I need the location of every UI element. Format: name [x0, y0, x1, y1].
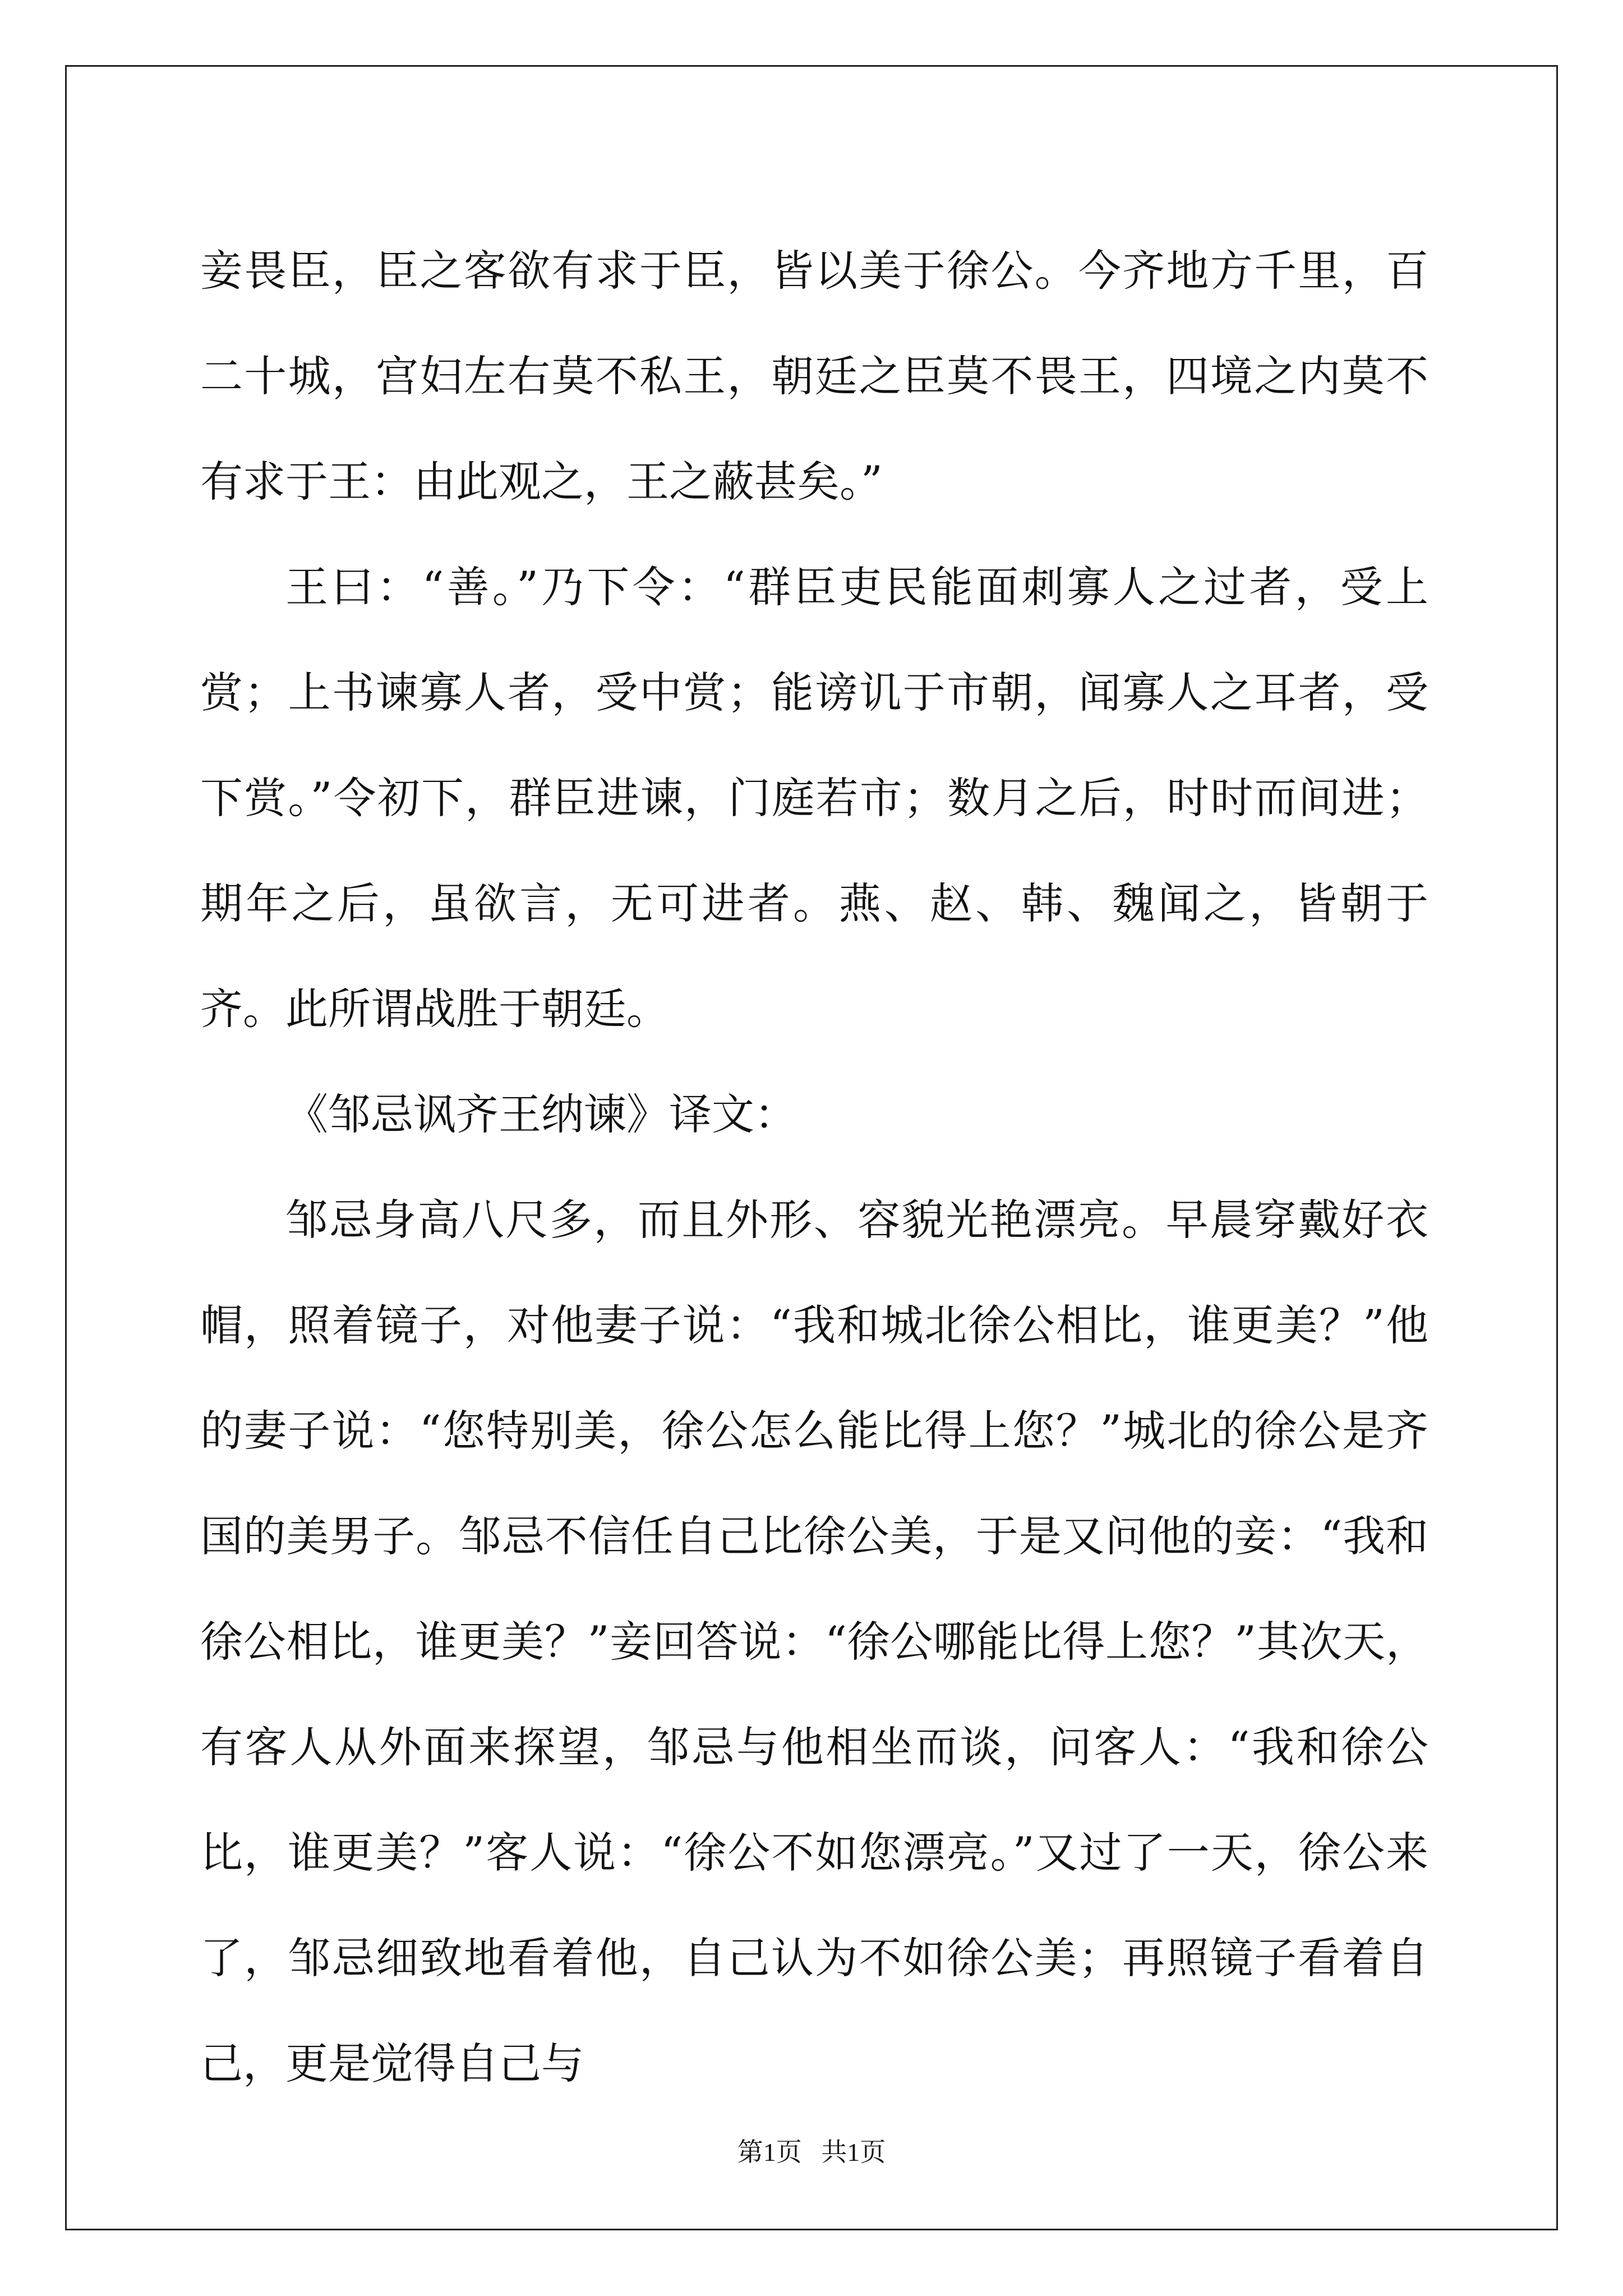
page-number-footer — [0, 2132, 1623, 2169]
paragraph-4: 邹忌身高八尺多，而且外形、容貌光艳漂亮。早晨穿戴好衣帽，照着镜子，对他妻子说：“我和城北徐公相比，谁更美？”他的妻子说：“您特别美，徐公怎么能比得上您？”城北的徐公是齐国的美男子。邹忌不信任自己比徐公美，于是又问他的妾：“我和徐公相比，谁更美？”妾回答说：“徐公哪能比得上您？”其次天，有客人从外面来探望，邹忌与他相坐而谈，问客人：“我和徐公比，谁更美？”客人说：“徐公不如您漂亮。”又过了一天，徐公来了，邹忌细致地看着他，自己认为不如徐公美；再照镜子看着自己，更是觉得自己与 — [200, 1195, 1428, 2088]
paragraph-3-heading: 《邹忌讽齐王纳谏》译文： — [285, 1089, 797, 1139]
paragraph-2: 王曰：“善。”乃下令：“群臣吏民能面刺寡人之过者，受上赏；上书谏寡人者，受中赏；能谤讥于市朝，闻寡人之耳者，受下赏。”令初下，群臣进谏，门庭若市；数月之后，时时而间进；期年之后，虽欲言，无可进者。燕、赵、韩、魏闻之，皆朝于齐。此所谓战胜于朝廷。 — [200, 562, 1428, 1034]
document-body — [200, 218, 1428, 2116]
page-number-text: 第1页 共1页 — [737, 2138, 886, 2166]
paragraph-1: 妾畏臣，臣之客欲有求于臣，皆以美于徐公。今齐地方千里，百二十城，宫妇左右莫不私王，朝廷之臣莫不畏王，四境之内莫不有求于王：由此观之，王之蔽甚矣。” — [200, 246, 1428, 507]
